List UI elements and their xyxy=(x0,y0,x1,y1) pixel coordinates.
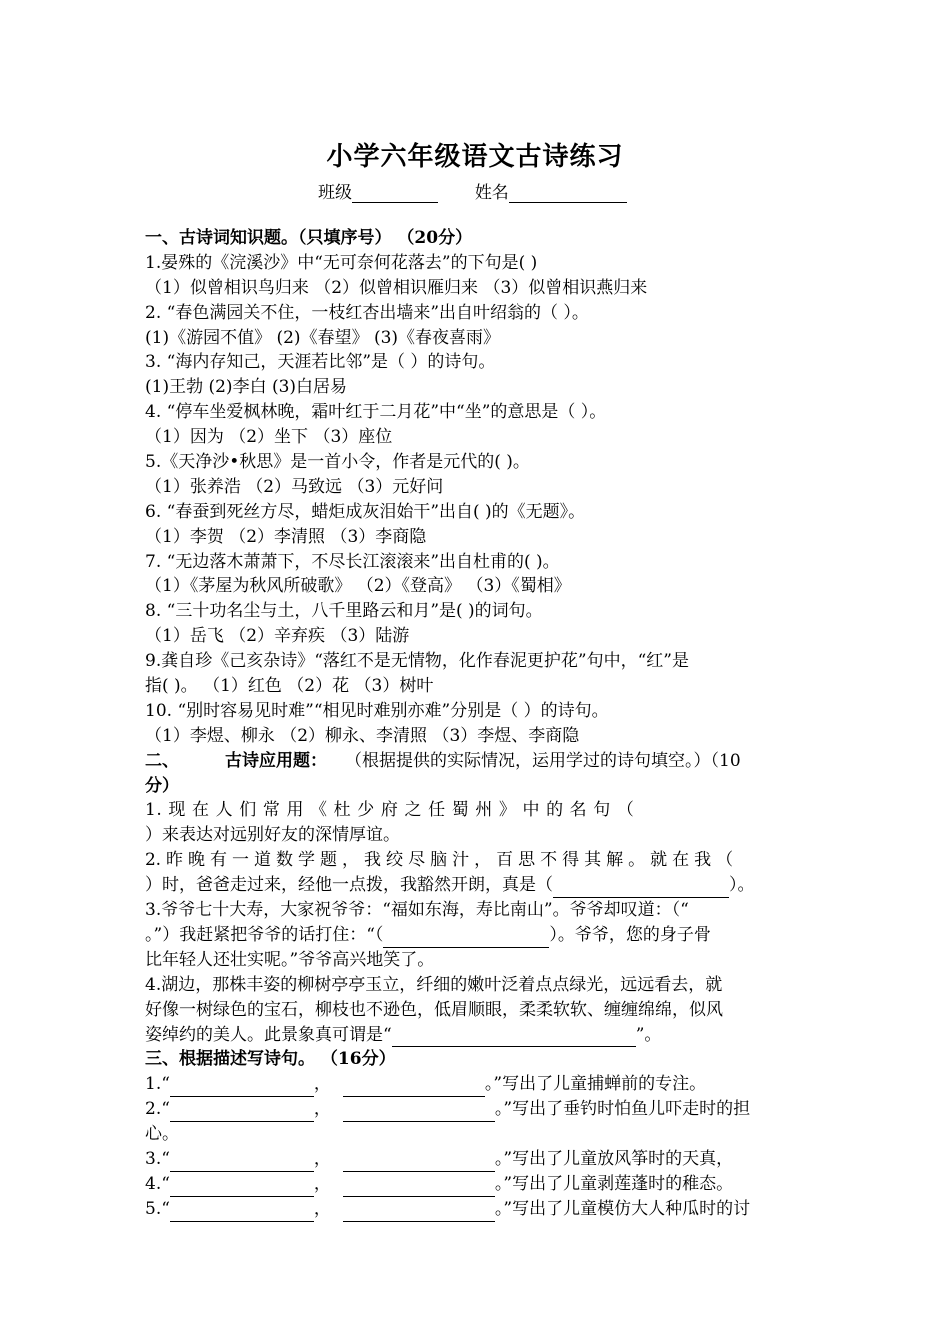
app-question-2-continued xyxy=(145,873,810,898)
app-question-3: 3.爷爷七十大寿，大家祝爷爷：“福如东海，寿比南山”。爷爷却叹道：（“ xyxy=(145,900,689,921)
separator: ， xyxy=(313,1148,331,1169)
section3-heading: 三、根据描述写诗句。 （16分） xyxy=(145,1049,396,1070)
app-question-1-continued: ）来表达对远别好友的深情厚谊。 xyxy=(145,825,400,846)
app-question-3-end: ）。爷爷，您的身子骨 xyxy=(549,924,711,945)
section2-number: 二、 xyxy=(145,750,179,771)
write-question-4 xyxy=(145,1172,810,1197)
write-question-4-num: 4.“ xyxy=(145,1173,170,1194)
write-question-2-continued: 心。 xyxy=(145,1124,179,1145)
name-label: 姓名 xyxy=(474,183,509,203)
question-4: 4. “停车坐爱枫林晚，霜叶红于二月花”中“坐”的意思是（ ）。 xyxy=(145,402,607,423)
write-question-1-desc: 。”写出了儿童捕蝉前的专注。 xyxy=(484,1074,707,1095)
section2-heading xyxy=(145,749,810,774)
write-question-5-desc: 。”写出了儿童模仿大人种瓜时的讨 xyxy=(494,1198,751,1219)
options-1: （1）似曾相识鸟归来 （2）似曾相识雁归来 （3）似曾相识燕归来 xyxy=(145,277,648,298)
separator: ， xyxy=(313,1173,331,1194)
app-question-2-text: ）时，爸爸走过来，经他一点拨，我豁然开朗，真是（ xyxy=(145,875,553,896)
write-question-1-num: 1.“ xyxy=(145,1074,170,1095)
section1-heading: 一、古诗词知识题。（只填序号） （20分） xyxy=(145,228,473,248)
options-7: （1）《茅屋为秋风所破歌》 （2）《登高》 （3）《蜀相》 xyxy=(145,576,571,597)
question-10: 10. “别时容易见时难”“相见时难别亦难”分别是（ ）的诗句。 xyxy=(145,700,609,721)
options-6: （1）李贺 （2）李清照 （3）李商隐 xyxy=(145,526,427,547)
options-2: (1)《游园不值》 (2)《春望》 (3)《春夜喜雨》 xyxy=(145,327,501,348)
write-question-5 xyxy=(145,1197,810,1222)
answer-blank-4[interactable] xyxy=(392,1028,636,1047)
worksheet-content xyxy=(145,226,810,1222)
name-field[interactable] xyxy=(509,184,627,203)
options-8: （1）岳飞 （2）辛弃疾 （3）陆游 xyxy=(145,626,410,647)
options-5: （1）张养浩 （2）马致远 （3）元好问 xyxy=(145,476,444,497)
write-question-5-num: 5.“ xyxy=(145,1198,170,1219)
app-question-2: 2. 昨 晚 有 一 道 数 学 题 ， 我 绞 尽 脑 汁 ， 百 思 不 得 其 解 。 就 在 我 （ xyxy=(145,850,733,871)
question-1: 1.晏殊的《浣溪沙》中“无可奈何花落去”的下句是( ) xyxy=(145,252,538,273)
options-3: (1)王勃 (2)李白 (3)白居易 xyxy=(145,377,348,398)
separator: ， xyxy=(313,1198,331,1219)
write-question-3-num: 3.“ xyxy=(145,1148,170,1169)
blank-1a[interactable] xyxy=(170,1078,314,1097)
student-info-line xyxy=(318,178,627,203)
app-question-4-continued: 好像一树绿色的宝石，柳枝也不逊色，低眉顺眼，柔柔软软、缠缠绵绵，似风 xyxy=(145,999,723,1020)
separator: ， xyxy=(313,1074,331,1095)
blank-2b[interactable] xyxy=(343,1103,495,1122)
app-question-2-end: ）。 xyxy=(729,875,755,896)
blank-1b[interactable] xyxy=(343,1078,485,1097)
app-question-4-text: 姿绰约的美人。此景象真可谓是“ xyxy=(145,1024,392,1045)
class-label: 班级 xyxy=(318,183,352,203)
question-8: 8. “三十功名尘与土，八千里路云和月”是( )的词句。 xyxy=(145,601,543,622)
section2-desc: （根据提供的实际情况，运用学过的诗句填空。）（10 xyxy=(345,750,741,771)
app-question-1: 1. 现 在 人 们 常 用 《 杜 少 府 之 任 蜀 州 》 中 的 名 句 （ xyxy=(145,800,635,821)
question-5: 5.《天净沙•秋思》是一首小令，作者是元代的( )。 xyxy=(145,452,530,473)
question-9-continued: 指( )。 （1）红色 （2）花 （3）树叶 xyxy=(145,676,434,697)
write-question-3-desc: 。”写出了儿童放风筝时的天真， xyxy=(494,1148,734,1169)
options-10: （1）李煜、柳永 （2）柳永、李清照 （3）李煜、李商隐 xyxy=(145,725,580,746)
app-question-3-text: 。”）我赶紧把爷爷的话打住：“（ xyxy=(145,924,384,945)
app-question-4: 4.湖边，那株丰姿的柳树亭亭玉立，纤细的嫩叶泛着点点绿光，远远看去，就 xyxy=(145,974,723,995)
write-question-4-desc: 。”写出了儿童剥莲蓬时的稚态。 xyxy=(494,1173,734,1194)
app-question-3-tail: 比年轻人还壮实呢。”爷爷高兴地笑了。 xyxy=(145,949,435,970)
write-question-2 xyxy=(145,1097,810,1122)
app-question-4-tail xyxy=(145,1023,810,1048)
blank-5a[interactable] xyxy=(170,1203,314,1222)
blank-2a[interactable] xyxy=(170,1103,314,1122)
write-question-1 xyxy=(145,1072,810,1097)
question-9: 9.龚自珍《己亥杂诗》“落红不是无情物，化作春泥更护花”句中，“红”是 xyxy=(145,651,689,672)
class-field[interactable] xyxy=(352,184,438,203)
blank-5b[interactable] xyxy=(343,1203,495,1222)
write-question-2-desc: 。”写出了垂钓时怕鱼儿吓走时的担 xyxy=(494,1099,751,1120)
write-question-3 xyxy=(145,1147,810,1172)
app-question-3-continued xyxy=(145,923,810,948)
page-title: 小学六年级语文古诗练习 xyxy=(326,142,624,172)
options-4: （1）因为 （2）坐下 （3）座位 xyxy=(145,427,393,448)
app-question-4-end: ”。 xyxy=(635,1024,662,1045)
answer-blank-2[interactable] xyxy=(553,879,729,898)
section2-title: 古诗应用题： xyxy=(225,750,327,771)
separator: ， xyxy=(313,1099,331,1120)
question-3: 3. “海内存知己，天涯若比邻”是（ ）的诗句。 xyxy=(145,352,496,373)
blank-4b[interactable] xyxy=(343,1178,495,1197)
question-6: 6. “春蚕到死丝方尽，蜡炬成灰泪始干”出自( )的《无题》。 xyxy=(145,501,586,522)
question-7: 7. “无边落木萧萧下，不尽长江滚滚来”出自杜甫的( )。 xyxy=(145,551,560,572)
answer-blank-3[interactable] xyxy=(383,929,549,948)
section2-heading-tail: 分） xyxy=(145,775,179,796)
blank-4a[interactable] xyxy=(170,1178,314,1197)
blank-3a[interactable] xyxy=(170,1153,314,1172)
question-2: 2. “春色满园关不住，一枝红杏出墙来”出自叶绍翁的（ ）。 xyxy=(145,302,589,323)
blank-3b[interactable] xyxy=(343,1153,495,1172)
write-question-2-num: 2.“ xyxy=(145,1099,170,1120)
